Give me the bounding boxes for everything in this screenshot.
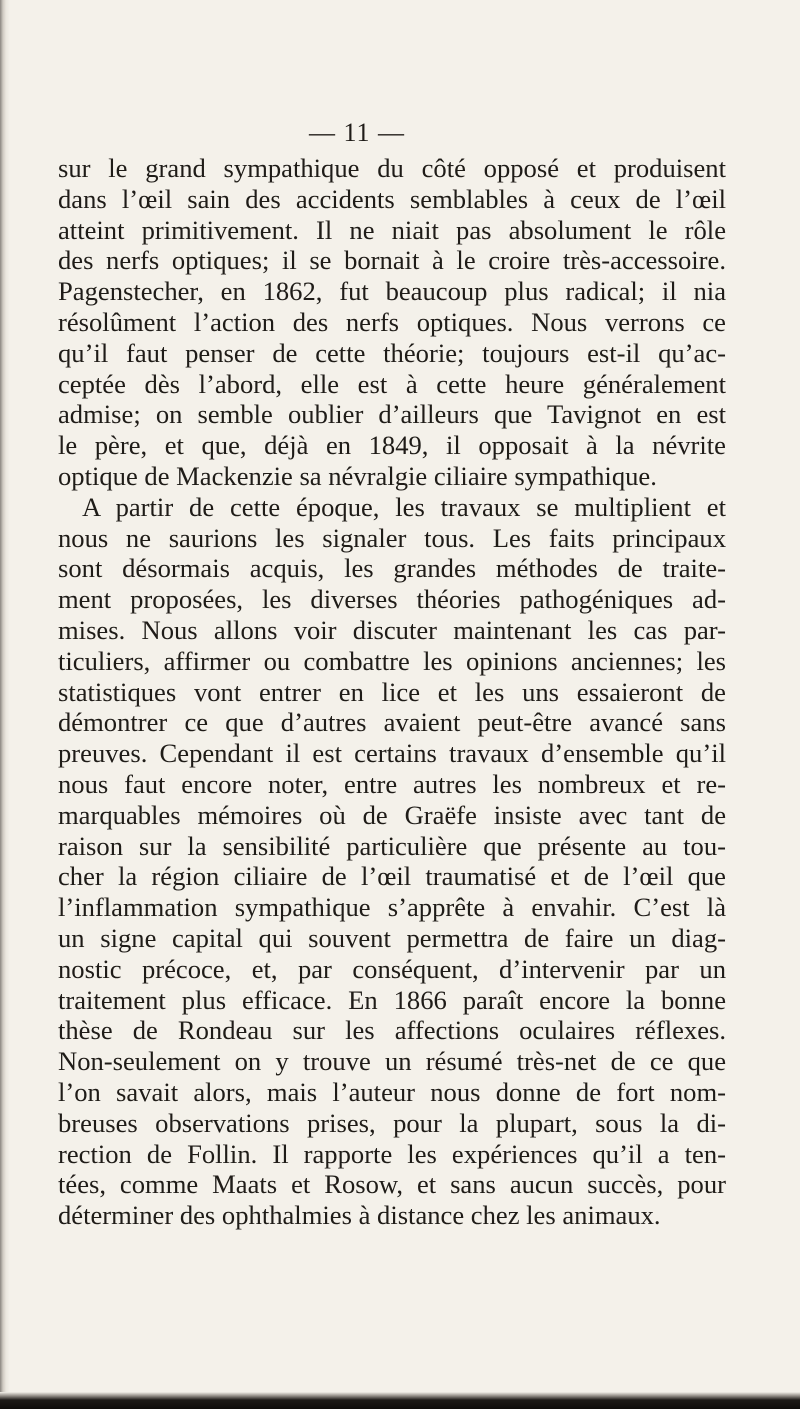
text-line: ment proposées, les diverses théories pathogéniques ad- bbox=[58, 584, 726, 615]
text-line: le père, et que, déjà en 1849, il opposait à la névrite bbox=[58, 430, 726, 461]
text-line: ticuliers, affirmer ou combattre les opinions anciennes; les bbox=[58, 645, 726, 676]
text-line: tées, comme Maats et Rosow, et sans aucun succès, pour bbox=[58, 1169, 726, 1200]
text-line: cher la région ciliaire de l’œil traumatisé et de l’œil que bbox=[58, 861, 726, 892]
text-line: mises. Nous allons voir discuter maintenant les cas par- bbox=[58, 614, 726, 645]
text-line: nostic précoce, et, par conséquent, d’intervenir par un bbox=[58, 953, 726, 984]
text-line: marquables mémoires où de Graëfe insiste avec tant de bbox=[58, 799, 726, 830]
text-line: preuves. Cependant il est certains travaux d’ensemble qu’il bbox=[58, 738, 726, 769]
text-line: sur le grand sympathique du côté opposé et produisent bbox=[58, 153, 726, 183]
bottom-edge-shadow bbox=[0, 1392, 800, 1409]
body-text bbox=[58, 153, 726, 1231]
text-line: l’inflammation sympathique s’apprête à envahir. C’est là bbox=[58, 892, 726, 923]
text-line: un signe capital qui souvent permettra de faire un diag- bbox=[58, 922, 726, 953]
text-line: atteint primitivement. Il ne niait pas absolument le rôle bbox=[58, 214, 726, 245]
text-line: Non-seulement on y trouve un résumé très-net de ce que bbox=[58, 1046, 726, 1077]
text-line: A partir de cette époque, les travaux se multiplient et bbox=[82, 491, 726, 522]
text-line: rection de Follin. Il rapporte les expériences qu’il a ten- bbox=[58, 1138, 726, 1169]
text-line: raison sur la sensibilité particulière que présente au tou- bbox=[58, 830, 726, 861]
text-line: démontrer ce que d’autres avaient peut-être avancé sans bbox=[58, 707, 726, 738]
text-line: déterminer des ophthalmies à distance chez les animaux. bbox=[58, 1200, 661, 1231]
text-line: ceptée dès l’abord, elle est à cette heure généralement bbox=[58, 368, 726, 399]
text-line: statistiques vont entrer en lice et les uns essaieront de bbox=[58, 676, 726, 707]
text-line: traitement plus efficace. En 1866 paraît encore la bonne bbox=[58, 984, 726, 1015]
text-line: des nerfs optiques; il se bornait à le croire très-accessoire. bbox=[58, 245, 726, 276]
text-line: breuses observations prises, pour la plupart, sous la di- bbox=[58, 1107, 726, 1138]
text-line: nous ne saurions les signaler tous. Les faits principaux bbox=[58, 522, 726, 553]
text-line: admise; on semble oublier d’ailleurs que Tavignot en est bbox=[58, 399, 726, 430]
text-line: nous faut encore noter, entre autres les nombreux et re- bbox=[58, 768, 726, 799]
text-line: sont désormais acquis, les grandes méthodes de traite- bbox=[58, 553, 726, 584]
text-line: dans l’œil sain des accidents semblables à ceux de l’œil bbox=[58, 183, 726, 214]
text-line: résolûment l’action des nerfs optiques. Nous verrons ce bbox=[58, 306, 726, 337]
text-line: thèse de Rondeau sur les affections oculaires réflexes. bbox=[58, 1015, 726, 1046]
text-line: l’on savait alors, mais l’auteur nous donne de fort nom- bbox=[58, 1076, 726, 1107]
text-line: Pagenstecher, en 1862, fut beaucoup plus radical; il nia bbox=[58, 276, 726, 307]
page-number: — 11 — bbox=[308, 118, 406, 147]
text-line: optique de Mackenzie sa névralgie ciliaire sympathique. bbox=[58, 460, 657, 491]
page-binding-edge bbox=[0, 0, 10, 1409]
text-line: qu’il faut penser de cette théorie; toujours est-il qu’ac- bbox=[58, 337, 726, 368]
